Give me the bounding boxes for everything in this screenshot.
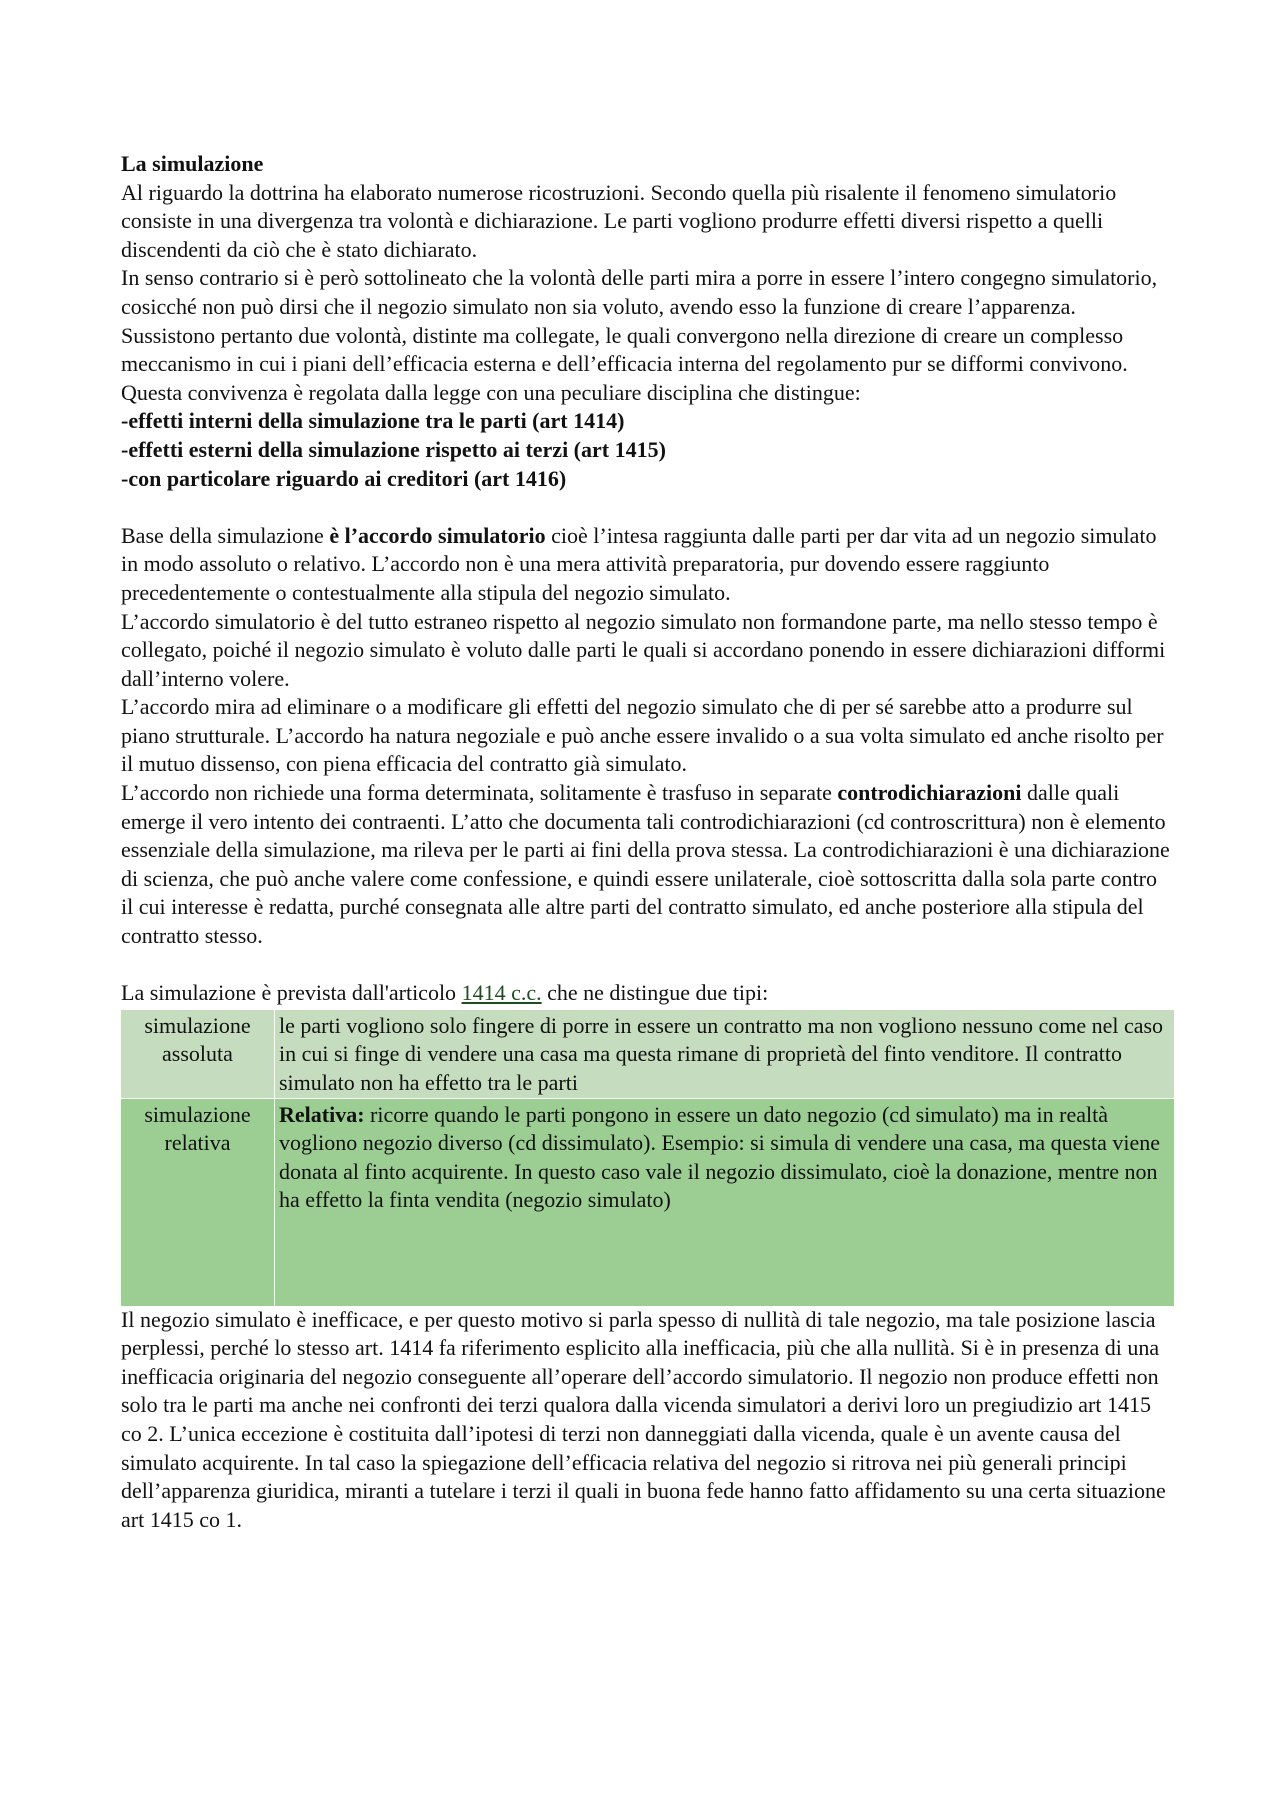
blank-line: [121, 951, 1171, 980]
blank-line: [121, 493, 1171, 522]
accordo-paragraph-1: L’accordo simulatorio è del tutto estraneo rispetto al negozio simulato non formandone parte, ma nello stesso tempo è collegato, poiché il negozio simulato è voluto dalle parti le quali si accordano ponendo in essere dichiarazioni difformi dall’interno volere.: [121, 608, 1166, 691]
base-suffix: cioè l’intesa raggiunta dalle parti per dar vita ad un negozio simulato in modo assoluto o relativo. L’accordo non è una mera attività preparatoria, pur dovendo essere raggiunto precedentemente o contestualmente alla stipula del negozio simulato.: [121, 522, 1157, 605]
forma-prefix: L’accordo non richiede una forma determinata, solitamente è trasfuso in separate: [121, 780, 838, 806]
table-cell-description: [275, 1010, 1175, 1098]
base-paragraph: [121, 522, 1171, 608]
forma-bold-term: controdichiarazioni: [837, 780, 1022, 806]
prevista-prefix: La simulazione è prevista dall'articolo: [121, 980, 462, 1006]
table-cell-text: ricorre quando le parti pongono in essere un dato negozio (cd simulato) ma in realtà vogliono negozio diverso (cd dissimulato). Esempio: si simula di vendere una casa, ma questa viene donata al finto acquirente. In questo caso vale il negozio dissimulato, cioè la donazione, mentre non ha effetto la finta vendita (negozio simulato): [279, 1101, 1161, 1213]
effects-item-internal: -effetti interni della simulazione tra le parti (art 1414): [121, 408, 625, 434]
table-cell-label: simulazione relativa: [121, 1098, 275, 1306]
table-cell-bold: Relativa:: [279, 1101, 365, 1127]
forma-paragraph: [121, 779, 1171, 951]
document-title: La simulazione: [121, 151, 264, 176]
table-cell-text: le parti vogliono solo fingere di porre in essere un contratto ma non vogliono nessuno come nel caso in cui si finge di vendere una casa ma questa rimane di proprietà del finto venditore. Il contratto simulato non ha effetto tra le parti: [279, 1012, 1164, 1095]
accordo-paragraph-2: L’accordo mira ad eliminare o a modificare gli effetti del negozio simulato che di per sé sarebbe atto a produrre sul piano strutturale. L’accordo ha natura negoziale e può anche essere invalido o a sua volta simulato ed anche risolto per il mutuo dissenso, con piena efficacia del contratto già simulato.: [121, 694, 1164, 777]
article-link[interactable]: 1414 c.c.: [461, 980, 542, 1006]
base-bold-term: è l’accordo simulatorio: [329, 522, 546, 548]
table-cell-label: simulazione assoluta: [121, 1010, 275, 1098]
prevista-paragraph: [121, 979, 1171, 1008]
table-cell-description: [275, 1098, 1175, 1306]
table-row: [121, 1098, 1174, 1306]
table-row: [121, 1010, 1174, 1098]
effects-item-external: -effetti esterni della simulazione rispetto ai terzi (art 1415): [121, 436, 666, 462]
simulation-types-table: [121, 1010, 1174, 1306]
effects-item-creditors: -con particolare riguardo ai creditori (art 1416): [121, 465, 567, 491]
intro-paragraph-3: Questa convivenza è regolata dalla legge con una peculiare disciplina che distingue:: [121, 379, 861, 405]
forma-suffix: dalle quali emerge il vero intento dei contraenti. L’atto che documenta tali controdichiarazioni (cd controscrittura) non è elemento essenziale della simulazione, ma rileva per le parti ai fini della prova stessa. La controdichiarazioni è una dichiarazione di scienza, che può anche valere come confessione, e quindi essere unilaterale, cioè sottoscritta dalla sola parte contro il cui interesse è redatta, purché consegnata alle altre parti del contratto simulato, ed anche posteriore alla stipula del contratto stesso.: [121, 780, 1170, 949]
conclusion-paragraph: Il negozio simulato è inefficace, e per questo motivo si parla spesso di nullità di tale negozio, ma tale posizione lascia perplessi, perché lo stesso art. 1414 fa riferimento esplicito alla inefficacia, più che alla nullità. Si è in presenza di una inefficacia originaria del negozio conseguente all’operare dell’accordo simulatorio. Il negozio non produce effetti non solo tra le parti ma anche nei confronti dei terzi qualora dalla vicenda simulatori a derivi loro un pregiudizio art 1415 co 2. L’unica eccezione è costituita dall’ipotesi di terzi non danneggiati dalla vicenda, quale è un avente causa del simulato acquirente. In tal caso la spiegazione dell’efficacia relativa del negozio si ritrova nei più generali principi dell’apparenza giuridica, miranti a tutelare i terzi il quali in buona fede hanno fatto affidamento su una certa situazione art 1415 co 1.: [121, 1306, 1166, 1532]
document-page: [121, 150, 1171, 1534]
base-prefix: Base della simulazione: [121, 522, 330, 548]
intro-paragraph-1: Al riguardo la dottrina ha elaborato numerose ricostruzioni. Secondo quella più risalente il fenomeno simulatorio consiste in una divergenza tra volontà e dichiarazione. Le parti vogliono produrre effetti diversi rispetto a quelli discendenti da ciò che è stato dichiarato.: [121, 179, 1117, 262]
prevista-suffix: che ne distingue due tipi:: [541, 980, 769, 1006]
intro-paragraph-2: In senso contrario si è però sottolineato che la volontà delle parti mira a porre in essere l’intero congegno simulatorio, cosicché non può dirsi che il negozio simulato non sia voluto, avendo esso la funzione di creare l’apparenza. Sussistono pertanto due volontà, distinte ma collegate, le quali convergono nella direzione di creare un complesso meccanismo in cui i piani dell’efficacia esterna e dell’efficacia interna del regolamento pur se difformi convivono.: [121, 265, 1158, 377]
